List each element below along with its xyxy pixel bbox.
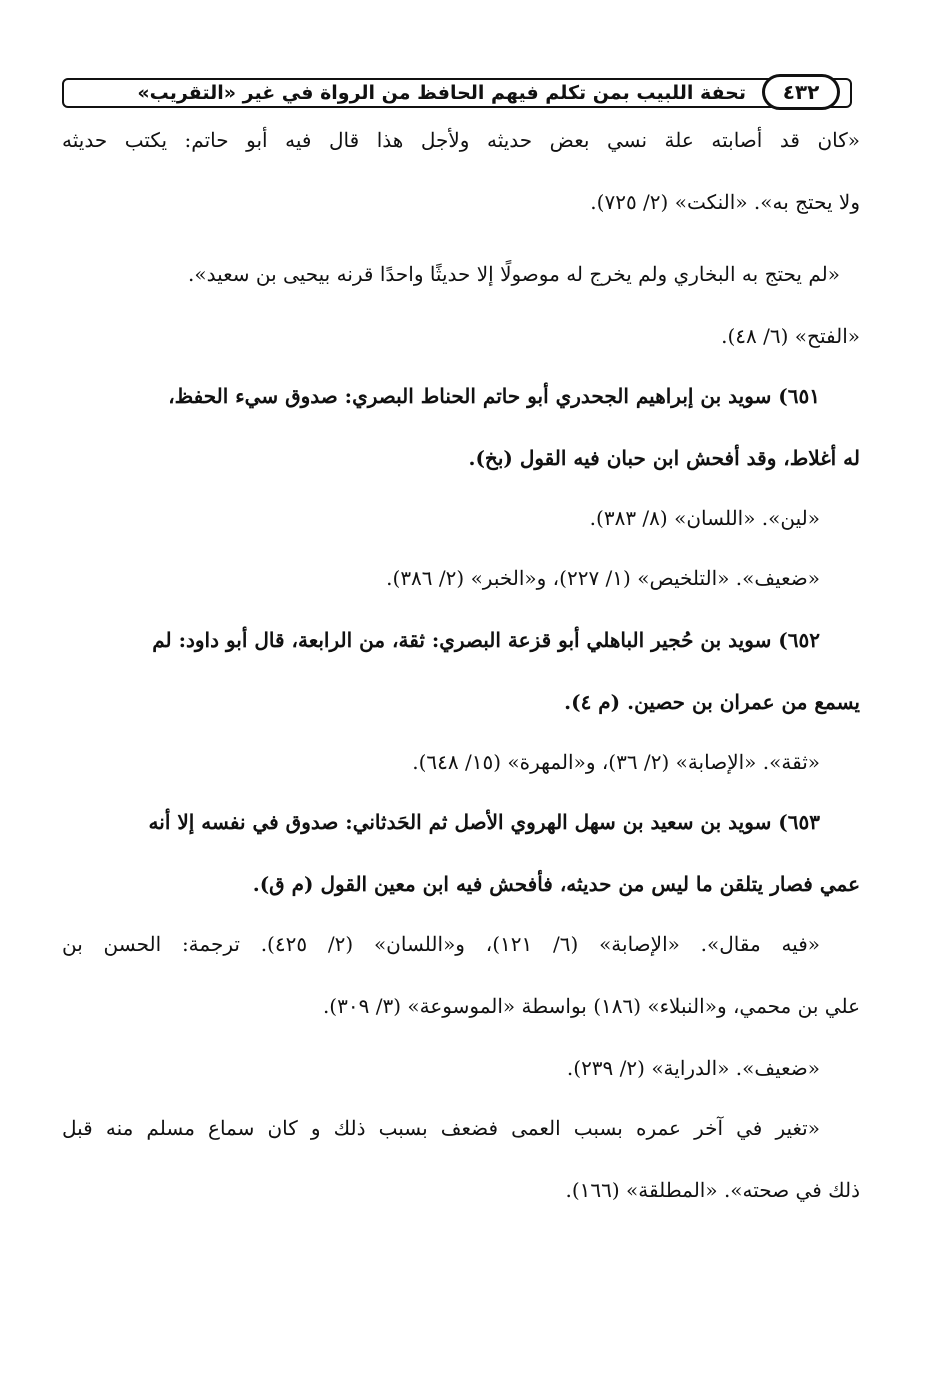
text-line: «ضعيف». «التلخيص» (١/ ٢٢٧)، و«الخبر» (٢/ ٣٨٦). bbox=[386, 566, 820, 590]
text-line: ٦٥١) سويد بن إبراهيم الجحدري أبو حاتم الحناط البصري: صدوق سيء الحفظ، bbox=[168, 384, 820, 408]
text-line: يسمع من عمران بن حصين. (م ٤). bbox=[564, 690, 860, 714]
text-line: «ثقة». «الإصابة» (٢/ ٣٦)، و«المهرة» (١٥/ ٦٤٨). bbox=[412, 750, 820, 774]
text-line: ٦٥٣) سويد بن سعيد بن سهل الهروي الأصل ثم الحَدثاني: صدوق في نفسه إلا أنه bbox=[148, 810, 820, 834]
text-line: «لم يحتج به البخاري ولم يخرج له موصولًا إلا حديثًا واحدًا قرنه بيحيى بن سعيد». bbox=[187, 262, 840, 286]
page-number-badge bbox=[762, 74, 840, 110]
text-line: ولا يحتج به». «النكت» (٢/ ٧٢٥). bbox=[590, 190, 860, 214]
text-line: علي بن محمي، و«النبلاء» (١٨٦) بواسطة «الموسوعة» (٣/ ٣٠٩). bbox=[322, 994, 860, 1018]
text-line: «لين». «اللسان» (٨/ ٣٨٣). bbox=[589, 506, 820, 530]
text-line: «كان قد أصابته علة نسي بعض حديثه ولأجل هذا قال فيه أبو حاتم: يكتب حديثه bbox=[62, 128, 860, 152]
text-line: له أغلاط، وقد أفحش ابن حبان فيه القول (بخ). bbox=[468, 446, 860, 470]
text-line: ذلك في صحته». «المطلقة» (١٦٦). bbox=[565, 1178, 860, 1202]
text-line: «فيه مقال». «الإصابة» (٦/ ١٢١)، و«اللسان» (٢/ ٤٢٥). ترجمة: الحسن بن bbox=[62, 932, 821, 956]
running-header bbox=[62, 78, 852, 108]
text-line: ٦٥٢) سويد بن حُجير الباهلي أبو قزعة البصري: ثقة، من الرابعة، قال أبو داود: لم bbox=[152, 628, 820, 652]
header-title: تحفة اللبيب بمن تكلم فيهم الحافظ من الرواة في غير «التقريب» bbox=[137, 82, 746, 104]
page-number: ٤٣٢ bbox=[782, 80, 820, 104]
text-line: «تغير في آخر عمره بسبب العمى فضعف بسبب ذلك و كان سماع مسلم منه قبل bbox=[62, 1116, 820, 1140]
text-line: «ضعيف». «الدراية» (٢/ ٢٣٩). bbox=[566, 1056, 820, 1080]
text-line: عمي فصار يتلقن ما ليس من حديثه، فأفحش فيه ابن معين القول (م ق). bbox=[252, 872, 860, 896]
text-line: «الفتح» (٦/ ٤٨). bbox=[721, 324, 860, 348]
